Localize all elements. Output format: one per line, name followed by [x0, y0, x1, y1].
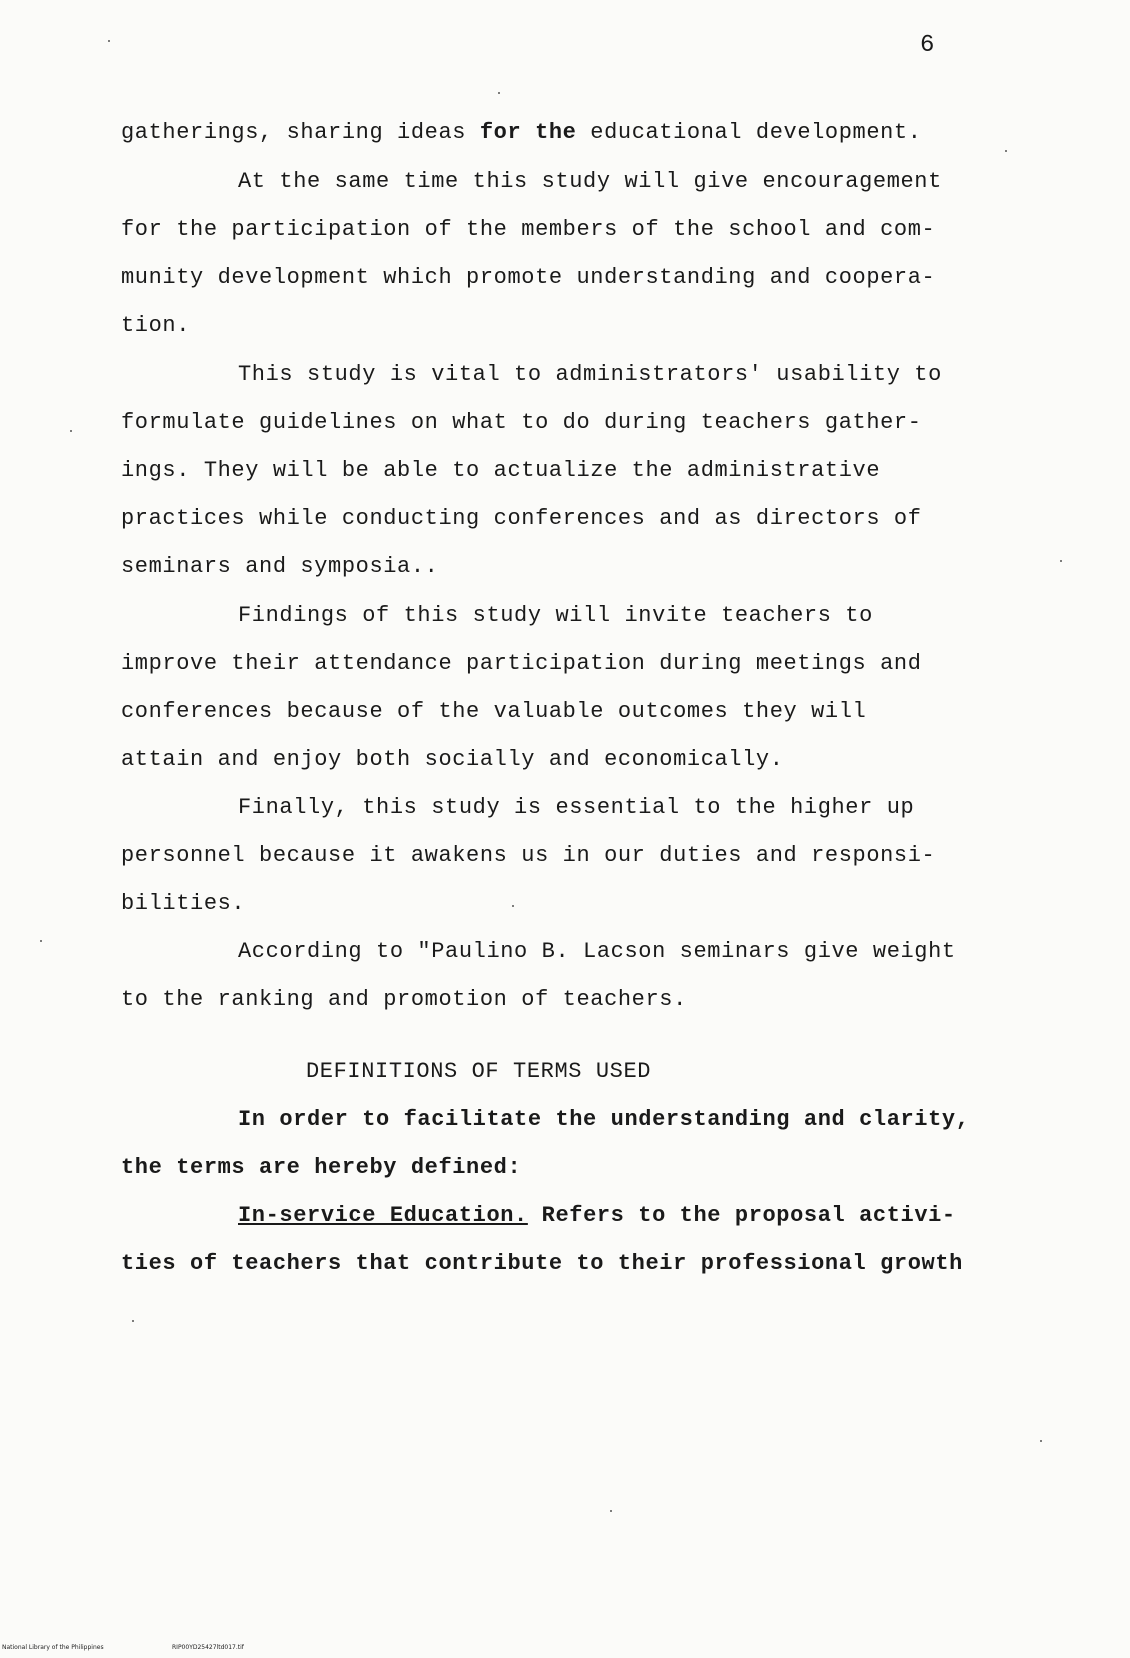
- scan-speck: [108, 40, 110, 42]
- text-line: tion.: [121, 313, 191, 338]
- text-line: According to "Paulino B. Lacson seminars give weight: [238, 939, 956, 964]
- scan-speck: [1005, 150, 1007, 152]
- scan-speck: [40, 940, 42, 942]
- text-line: At the same time this study will give encouragement: [238, 169, 942, 194]
- text-segment: gatherings, sharing ideas: [121, 120, 480, 145]
- text-line: the terms are hereby defined:: [121, 1155, 522, 1180]
- scan-speck: [1040, 1440, 1042, 1442]
- scan-speck: [1060, 560, 1062, 562]
- scan-speck: [512, 905, 514, 907]
- scan-speck: [132, 1320, 134, 1322]
- text-line: ties of teachers that contribute to their professional growth: [121, 1251, 963, 1276]
- scan-speck: [70, 430, 72, 432]
- text-segment-bold: for the: [479, 120, 577, 145]
- text-segment: Refers to the proposal activi-: [527, 1203, 956, 1228]
- text-line: improve their attendance participation during meetings and: [121, 651, 922, 676]
- text-line: for the participation of the members of the school and com-: [121, 217, 936, 242]
- text-line: bilities.: [121, 891, 246, 916]
- scan-speck: [610, 1510, 612, 1512]
- text-line: Findings of this study will invite teachers to: [238, 603, 873, 628]
- text-line: [238, 1203, 956, 1229]
- text-line: Finally, this study is essential to the higher up: [238, 795, 915, 820]
- text-line: conferences because of the valuable outcomes they will: [121, 699, 867, 724]
- text-line: seminars and symposia..: [121, 554, 439, 579]
- text-line: munity development which promote understanding and coopera-: [121, 265, 936, 290]
- text-line: practices while conducting conferences and as directors of: [121, 506, 922, 531]
- footer-library: National Library of the Philippines: [2, 1644, 104, 1651]
- text-line: [121, 120, 922, 146]
- footer-filename: RIP00YD25427ltd017.tif: [172, 1644, 244, 1651]
- text-segment: educational development.: [576, 120, 922, 145]
- text-line: attain and enjoy both socially and economically.: [121, 747, 784, 772]
- text-line: In order to facilitate the understanding and clarity,: [238, 1107, 970, 1132]
- text-line: to the ranking and promotion of teachers.: [121, 987, 687, 1012]
- text-line: personnel because it awakens us in our duties and responsi-: [121, 843, 936, 868]
- text-line: This study is vital to administrators' usability to: [238, 362, 942, 387]
- defined-term: In-service Education.: [238, 1203, 528, 1228]
- scan-speck: [498, 92, 500, 94]
- section-heading: DEFINITIONS OF TERMS USED: [306, 1059, 652, 1084]
- page-number: 6: [920, 32, 935, 59]
- text-line: formulate guidelines on what to do during teachers gather-: [121, 410, 922, 435]
- text-line: ings. They will be able to actualize the administrative: [121, 458, 881, 483]
